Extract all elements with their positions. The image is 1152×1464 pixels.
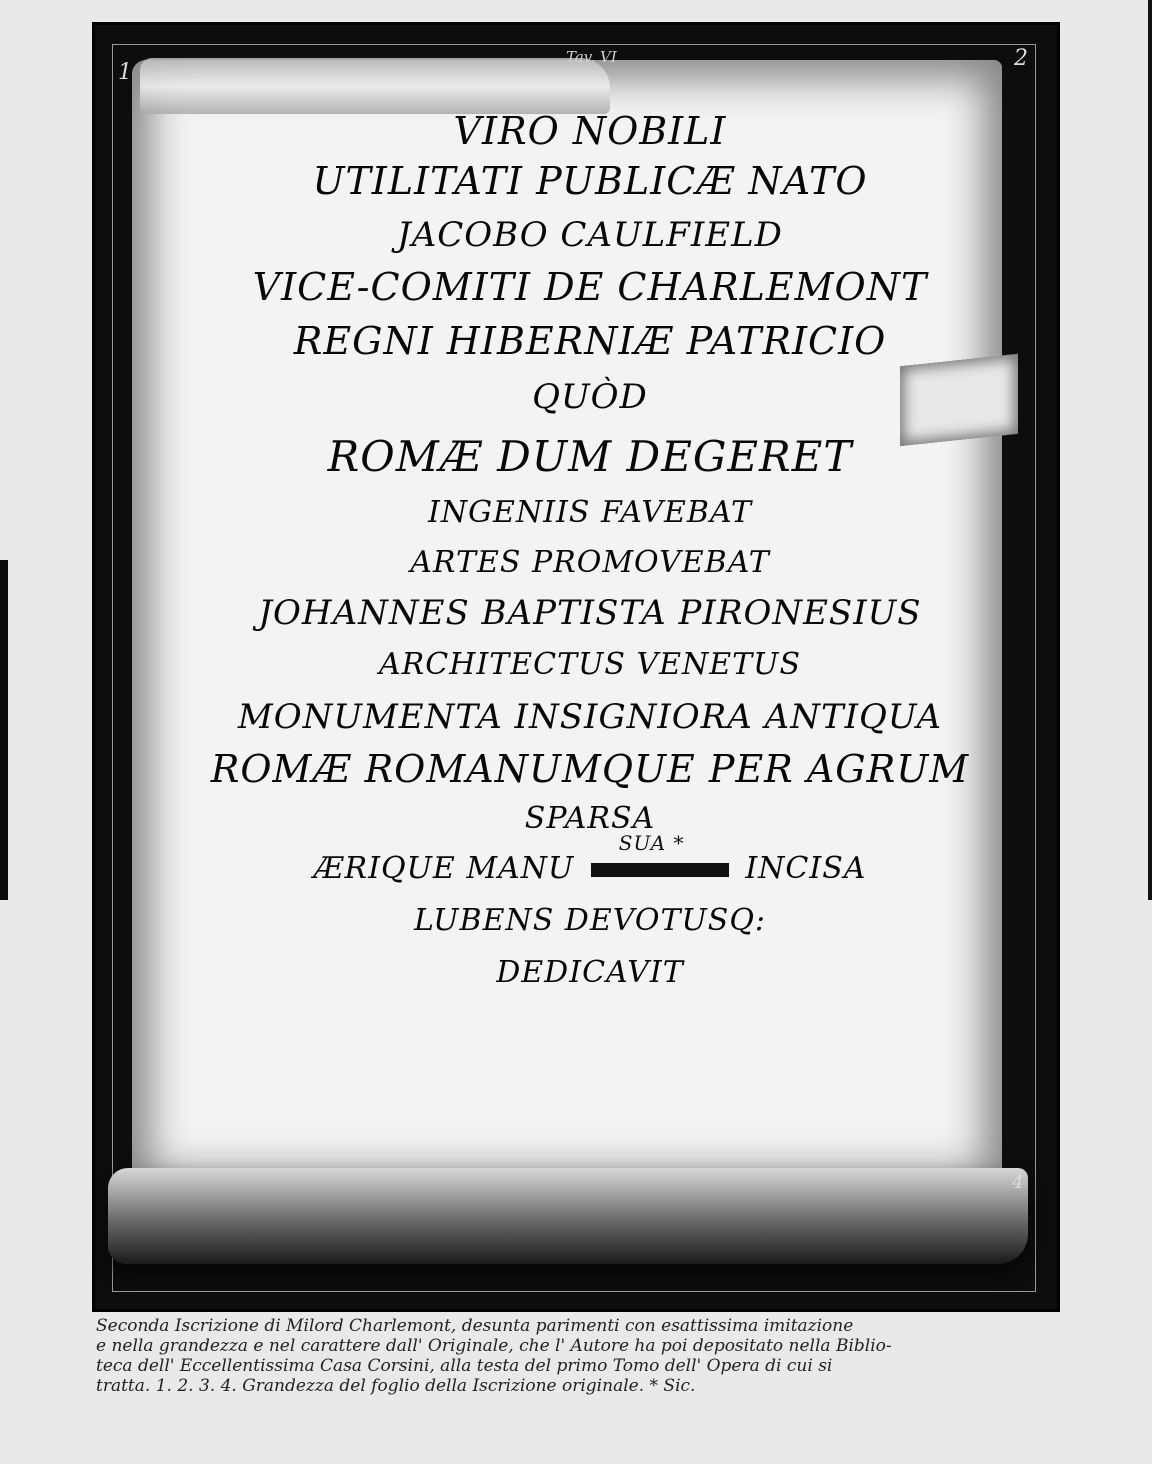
caption-line: tratta. 1. 2. 3. 4. Grandezza del foglio della Iscrizione originale. * Sic. <box>96 1376 696 1396</box>
inscription-line: ARTES PROMOVEBAT <box>410 545 770 580</box>
inscription-line: JACOBO CAULFIELD <box>397 215 783 255</box>
caption-line: teca dell' Eccellentissima Casa Corsini, alla testa del primo Tomo dell' Opera di cui si <box>96 1356 833 1376</box>
inscription-line: JOHANNES BAPTISTA PIRONESIUS <box>258 593 922 633</box>
scroll-bottom-roll <box>108 1168 1028 1264</box>
inscription-text: ÆRIQUE MANU <box>313 851 575 886</box>
inscription-line: REGNI HIBERNIÆ PATRICIO <box>293 319 887 363</box>
scroll-top-roll <box>140 58 610 114</box>
struck-out-word <box>591 831 729 877</box>
inscription-line: VIRO NOBILI <box>453 109 727 153</box>
inscription-line: ROMÆ DUM DEGERET <box>327 432 853 481</box>
inscription-text: INCISA <box>745 851 867 886</box>
inscription-line: QUÒD <box>532 377 648 417</box>
corner-number: 1 <box>118 60 132 85</box>
plate-label: Tav. VI <box>566 48 617 66</box>
corner-number: 2 <box>1014 46 1028 71</box>
correction-word: SUA * <box>618 831 685 855</box>
inscription-line: MONUMENTA INSIGNIORA ANTIQUA <box>237 697 943 737</box>
sheet-edge <box>0 560 8 900</box>
dedication-inscription <box>170 109 1010 990</box>
caption-line: e nella grandezza e nel carattere dall' Originale, che l' Autore ha poi depositato nella Biblio- <box>96 1336 892 1356</box>
inscription-line: UTILITATI PUBLICÆ NATO <box>312 159 868 203</box>
inscription-line: DEDICAVIT <box>496 955 684 990</box>
plate-caption <box>96 1316 1056 1396</box>
inscription-line: SPARSA <box>524 801 656 836</box>
corner-number: 4 <box>1012 1172 1024 1193</box>
inscription-line: LUBENS DEVOTUSQ: <box>413 903 767 938</box>
inscription-line: ARCHITECTUS VENETUS <box>378 647 802 682</box>
caption-line: Seconda Iscrizione di Milord Charlemont, desunta parimenti con esattissima imitazione <box>96 1316 854 1336</box>
inscription-line: VICE-COMITI DE CHARLEMONT <box>252 265 928 309</box>
inscription-line: ROMÆ ROMANUMQUE PER AGRUM <box>210 747 970 791</box>
inscription-line <box>170 831 1010 886</box>
sheet-edge <box>1148 0 1152 900</box>
inscription-line: INGENIIS FAVEBAT <box>427 495 753 530</box>
